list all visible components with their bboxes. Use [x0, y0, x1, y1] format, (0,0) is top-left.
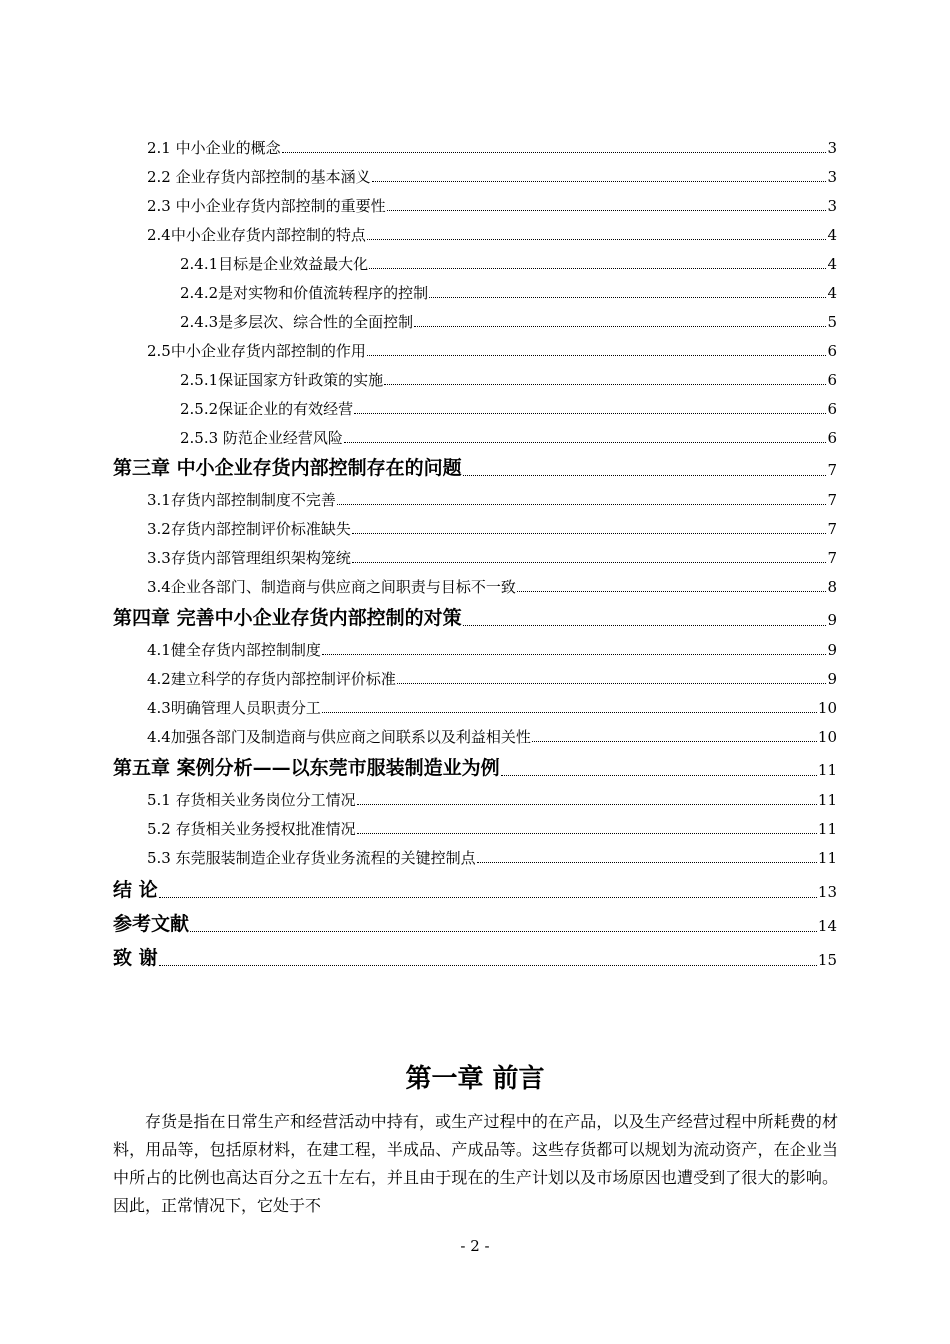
toc-entry-label: 致 谢: [113, 947, 158, 969]
toc-leader-dots: [397, 683, 827, 684]
toc-entry[interactable]: [180, 254, 837, 274]
toc-entry-label: 3.1存货内部控制制度不完善: [147, 491, 336, 509]
toc-entry[interactable]: [147, 138, 837, 158]
toc-leader-dots: [384, 384, 826, 385]
toc-entry[interactable]: [147, 819, 837, 839]
toc-leader-dots: [463, 475, 827, 476]
toc-entry-page: 15: [817, 951, 837, 969]
toc-entry-page: 9: [827, 670, 837, 688]
body-paragraph: 存货是指在日常生产和经营活动中持有，或生产过程中的在产品，以及生产经营过程中所耗费的材料，用品等，包括原材料，在建工程，半成品、产成品等。这些存货都可以规划为流动资产，在企业当中所占的比例也高达百分之五十左右，并且由于现在的生产计划以及市场原因也遭受到了很大的影响。因此，正常情况下，它处于不: [113, 1112, 838, 1215]
toc-entry-label: 2.5.3 防范企业经营风险: [180, 429, 343, 447]
toc-entry-label: 5.3 东莞服装制造企业存货业务流程的关键控制点: [147, 849, 476, 867]
toc-entry[interactable]: [147, 669, 837, 689]
toc-entry[interactable]: [147, 727, 837, 747]
toc-entry-label: 2.5中小企业存货内部控制的作用: [147, 342, 366, 360]
toc-entry[interactable]: [180, 283, 837, 303]
toc-entry[interactable]: [147, 790, 837, 810]
toc-leader-dots: [354, 413, 826, 414]
toc-entry-page: 6: [827, 400, 837, 418]
toc-leader-dots: [352, 533, 827, 534]
toc-entry-label: 2.4.1目标是企业效益最大化: [180, 255, 369, 273]
toc-entry-label: 2.2 企业存货内部控制的基本涵义: [147, 168, 371, 186]
toc-entry[interactable]: [147, 848, 837, 868]
toc-entry-page: 3: [827, 139, 837, 157]
toc-leader-dots: [337, 504, 827, 505]
toc-entry-label: 2.1 中小企业的概念: [147, 139, 281, 157]
toc-entry-label: 2.5.2保证企业的有效经营: [180, 400, 354, 418]
toc-leader-dots: [159, 897, 817, 898]
toc-entry-label: 2.4.2是对实物和价值流转程序的控制: [180, 284, 429, 302]
toc-entry-label: 2.4中小企业存货内部控制的特点: [147, 226, 366, 244]
toc-entry-label: 4.3明确管理人员职责分工: [147, 699, 321, 717]
page-number: - 2 -: [460, 1237, 490, 1255]
toc-entry-label: 3.2存货内部控制评价标准缺失: [147, 520, 351, 538]
chapter-heading: 第一章 前言: [405, 1064, 545, 1094]
toc-entry[interactable]: [147, 196, 837, 216]
toc-entry-label: 2.5.1保证国家方针政策的实施: [180, 371, 384, 389]
toc-entry[interactable]: [180, 399, 837, 419]
toc-entry[interactable]: [147, 490, 837, 510]
toc-leader-dots: [477, 862, 817, 863]
toc-entry-page: 3: [827, 197, 837, 215]
toc-leader-dots: [532, 741, 817, 742]
toc-leader-dots: [344, 442, 827, 443]
toc-leader-dots: [429, 297, 826, 298]
toc-entry-label: 参考文献: [113, 913, 190, 935]
toc-leader-dots: [190, 931, 817, 932]
toc-entry-page: 6: [827, 429, 837, 447]
toc-entry[interactable]: [147, 548, 837, 568]
toc-entry[interactable]: [180, 370, 837, 390]
toc-entry-page: 7: [827, 549, 837, 567]
toc-entry[interactable]: [147, 225, 837, 245]
toc-entry-page: 8: [827, 578, 837, 596]
toc-leader-dots: [367, 239, 827, 240]
toc-leader-dots: [517, 591, 827, 592]
toc-entry-label: 5.1 存货相关业务岗位分工情况: [147, 791, 356, 809]
toc-entry-page: 13: [817, 883, 837, 901]
toc-chapter-entry[interactable]: [113, 912, 837, 936]
toc-entry-page: 14: [817, 917, 837, 935]
toc-entry[interactable]: [147, 519, 837, 539]
toc-entry-label: 第三章 中小企业存货内部控制存在的问题: [113, 457, 462, 479]
toc-chapter-entry[interactable]: [113, 756, 837, 780]
toc-entry-page: 7: [827, 491, 837, 509]
toc-entry-page: 4: [827, 284, 837, 302]
toc-entry-label: 4.1健全存货内部控制制度: [147, 641, 321, 659]
toc-leader-dots: [367, 355, 827, 356]
toc-entry-page: 3: [827, 168, 837, 186]
toc-entry-label: 2.4.3是多层次、综合性的全面控制: [180, 313, 414, 331]
toc-entry-page: 4: [827, 226, 837, 244]
toc-entry[interactable]: [180, 428, 837, 448]
toc-entry-label: 3.3存货内部管理组织架构笼统: [147, 549, 351, 567]
toc-entry-label: 第五章 案例分析——以东莞市服装制造业为例: [113, 757, 500, 779]
toc-leader-dots: [159, 965, 817, 966]
toc-leader-dots: [357, 804, 817, 805]
toc-leader-dots: [357, 833, 817, 834]
toc-leader-dots: [322, 654, 827, 655]
toc-chapter-entry[interactable]: [113, 878, 837, 902]
toc-entry-label: 结 论: [113, 879, 158, 901]
toc-entry-label: 第四章 完善中小企业存货内部控制的对策: [113, 607, 462, 629]
toc-entry-label: 2.3 中小企业存货内部控制的重要性: [147, 197, 386, 215]
toc-entry-label: 4.4加强各部门及制造商与供应商之间联系以及利益相关性: [147, 728, 531, 746]
toc-entry-page: 11: [817, 820, 837, 838]
toc-entry-page: 11: [817, 761, 837, 779]
toc-entry-page: 11: [817, 849, 837, 867]
toc-entry[interactable]: [180, 312, 837, 332]
toc-leader-dots: [369, 268, 826, 269]
toc-entry-label: 3.4企业各部门、制造商与供应商之间职责与目标不一致: [147, 578, 516, 596]
toc-entry-label: 5.2 存货相关业务授权批准情况: [147, 820, 356, 838]
toc-entry[interactable]: [147, 167, 837, 187]
toc-leader-dots: [501, 775, 817, 776]
toc-entry[interactable]: [147, 640, 837, 660]
toc-leader-dots: [282, 152, 827, 153]
toc-entry-page: 5: [827, 313, 837, 331]
toc-entry-page: 9: [827, 611, 837, 629]
toc-leader-dots: [414, 326, 826, 327]
toc-entry-page: 6: [827, 371, 837, 389]
toc-entry-page: 7: [827, 520, 837, 538]
toc-chapter-entry[interactable]: [113, 606, 837, 630]
toc-entry-page: 7: [827, 461, 837, 479]
toc-chapter-entry[interactable]: [113, 946, 837, 970]
toc-entry-page: 10: [817, 699, 837, 717]
toc-chapter-entry[interactable]: [113, 456, 837, 480]
toc-leader-dots: [352, 562, 827, 563]
toc-entry-page: 6: [827, 342, 837, 360]
toc-leader-dots: [463, 625, 827, 626]
toc-entry[interactable]: [147, 341, 837, 361]
toc-entry[interactable]: [147, 698, 837, 718]
toc-leader-dots: [387, 210, 827, 211]
toc-entry[interactable]: [147, 577, 837, 597]
toc-entry-page: 11: [817, 791, 837, 809]
toc-entry-page: 4: [827, 255, 837, 273]
toc-leader-dots: [372, 181, 827, 182]
toc-leader-dots: [322, 712, 817, 713]
toc-entry-page: 9: [827, 641, 837, 659]
toc-entry-page: 10: [817, 728, 837, 746]
toc-entry-label: 4.2建立科学的存货内部控制评价标准: [147, 670, 396, 688]
